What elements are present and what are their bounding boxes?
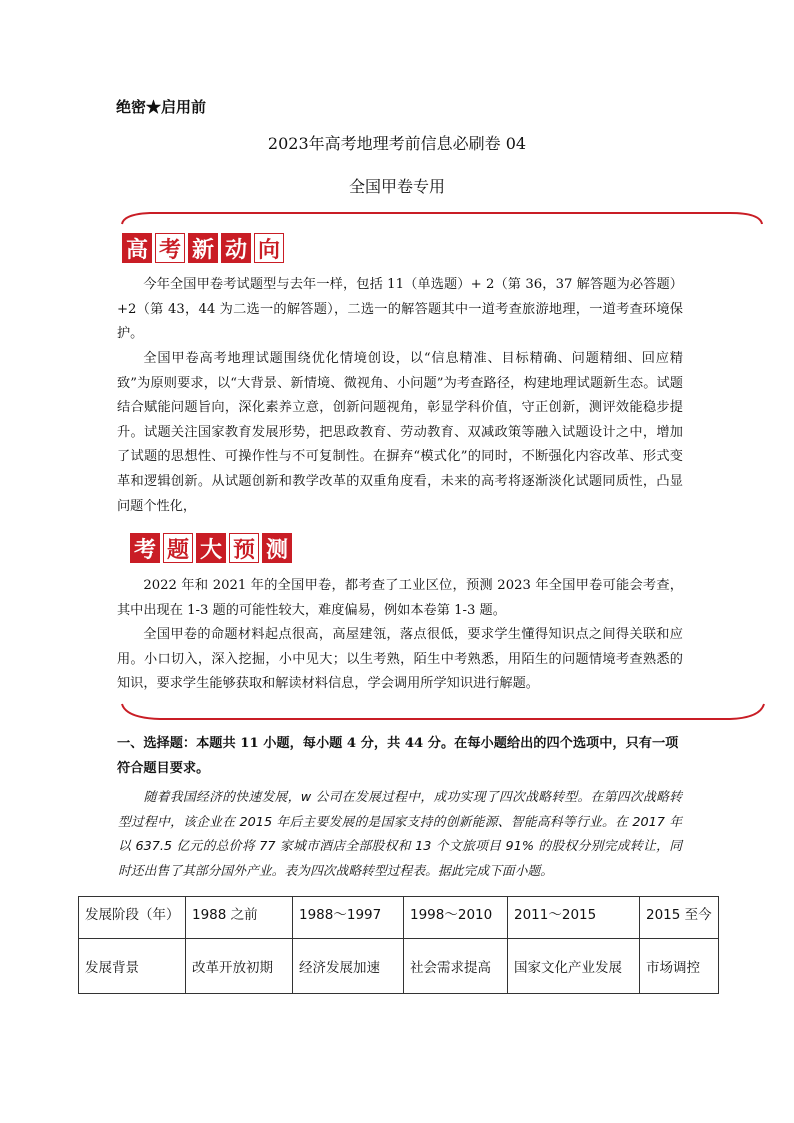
- table-cell: 国家文化产业发展: [508, 939, 640, 994]
- table-cell: 1988 之前: [186, 897, 293, 939]
- confidential-label: 绝密★启用前: [116, 98, 207, 116]
- prediction-paragraph: 全国甲卷的命题材料起点很高，高屋建瓴，落点很低，要求学生懂得知识点之间得关联和应用。小口切入，深入挖掘，小中见大；以生考熟，陌生中考熟悉，用陌生的问题情境考查熟悉的知识，要求学生能够获取和解读材料信息，学会调用所学知识进行解题。: [117, 627, 683, 692]
- trends-paragraph: 全国甲卷高考地理试题围绕优化情境创设，以“信息精准、目标精确、问题精细、回应精致”为原则要求，以“大背景、新情境、微视角、小问题”为考查路径，构建地理试题新生态。试题结合赋能问题旨向，深化素养立意，创新问题视角，彰显学科价值，守正创新，测评效能稳步提升。试题关注国家教育发展形势，把思政教育、劳动教育、双减政策等融入试题设计之中，增加了试题的思想性、可操作性与不可复制性。在摒弃“模式化”的同时，不断强化内容改革、形式变革和逻辑创新。从试题创新和教学改革的双重角度看，未来的高考将逐渐淡化试题同质性，凸显问题个性化，: [117, 351, 683, 514]
- prediction-paragraph: 2022 年和 2021 年的全国甲卷，都考查了工业区位，预测 2023 年全国甲卷可能会考查，其中出现在 1-3 题的可能性较大，难度偏易，例如本卷第 1-3 题。: [117, 578, 683, 618]
- table-cell: 1998～2010: [404, 897, 508, 939]
- table-cell: 改革开放初期: [186, 939, 293, 994]
- table-cell: 发展背景: [79, 939, 186, 994]
- banner-char: 动: [221, 233, 251, 263]
- banner-char: 考: [155, 233, 185, 263]
- question-section-heading: 一、选择题：本题共 11 小题，每小题 4 分，共 44 分。在每小题给出的四个选项中，只有一项符合题目要求。: [117, 736, 679, 776]
- table-row: [79, 897, 719, 939]
- table-cell: 社会需求提高: [404, 939, 508, 994]
- banner-exam-trends: [122, 233, 284, 263]
- table-cell: 2011～2015: [508, 897, 640, 939]
- banner-char: 预: [229, 533, 259, 563]
- banner-char: 题: [163, 533, 193, 563]
- page-title: 2023年高考地理考前信息必刷卷 04: [267, 134, 527, 153]
- banner-char: 考: [130, 533, 160, 563]
- table-cell: 2015 至今: [640, 897, 719, 939]
- banner-exam-prediction: [130, 533, 292, 563]
- table-cell: 1988～1997: [293, 897, 404, 939]
- table-cell: 经济发展加速: [293, 939, 404, 994]
- strategy-table: [78, 896, 719, 994]
- question-stem: 随着我国经济的快速发展，w 公司在发展过程中，成功实现了四次战略转型。在第四次战略转型过程中，该企业在 2015 年后主要发展的是国家支持的创新能源、智能高科等行业。在 2017 年以 637.5 亿元的总价将 77 家城市酒店全部股权和 13 个文旅项目 91% 的股权分别完成转让，同时还出售了其部分国外产业。表为四次战略转型过程表。据此完成下面小题。: [118, 790, 682, 879]
- banner-char: 向: [254, 233, 284, 263]
- banner-char: 新: [188, 233, 218, 263]
- trends-paragraph: 今年全国甲卷考试题型与去年一样，包括 11（单选题）+ 2（第 36，37 解答题为必答题）+2（第 43，44 为二选一的解答题），二选一的解答题其中一道考查旅游地理，一道考查环境保护。: [117, 277, 683, 342]
- table-cell: 市场调控: [640, 939, 719, 994]
- banner-char: 高: [122, 233, 152, 263]
- page-subtitle: 全国甲卷专用: [348, 177, 445, 196]
- table-row: [79, 939, 719, 994]
- table-cell: 发展阶段（年）: [79, 897, 186, 939]
- banner-char: 大: [196, 533, 226, 563]
- banner-char: 测: [262, 533, 292, 563]
